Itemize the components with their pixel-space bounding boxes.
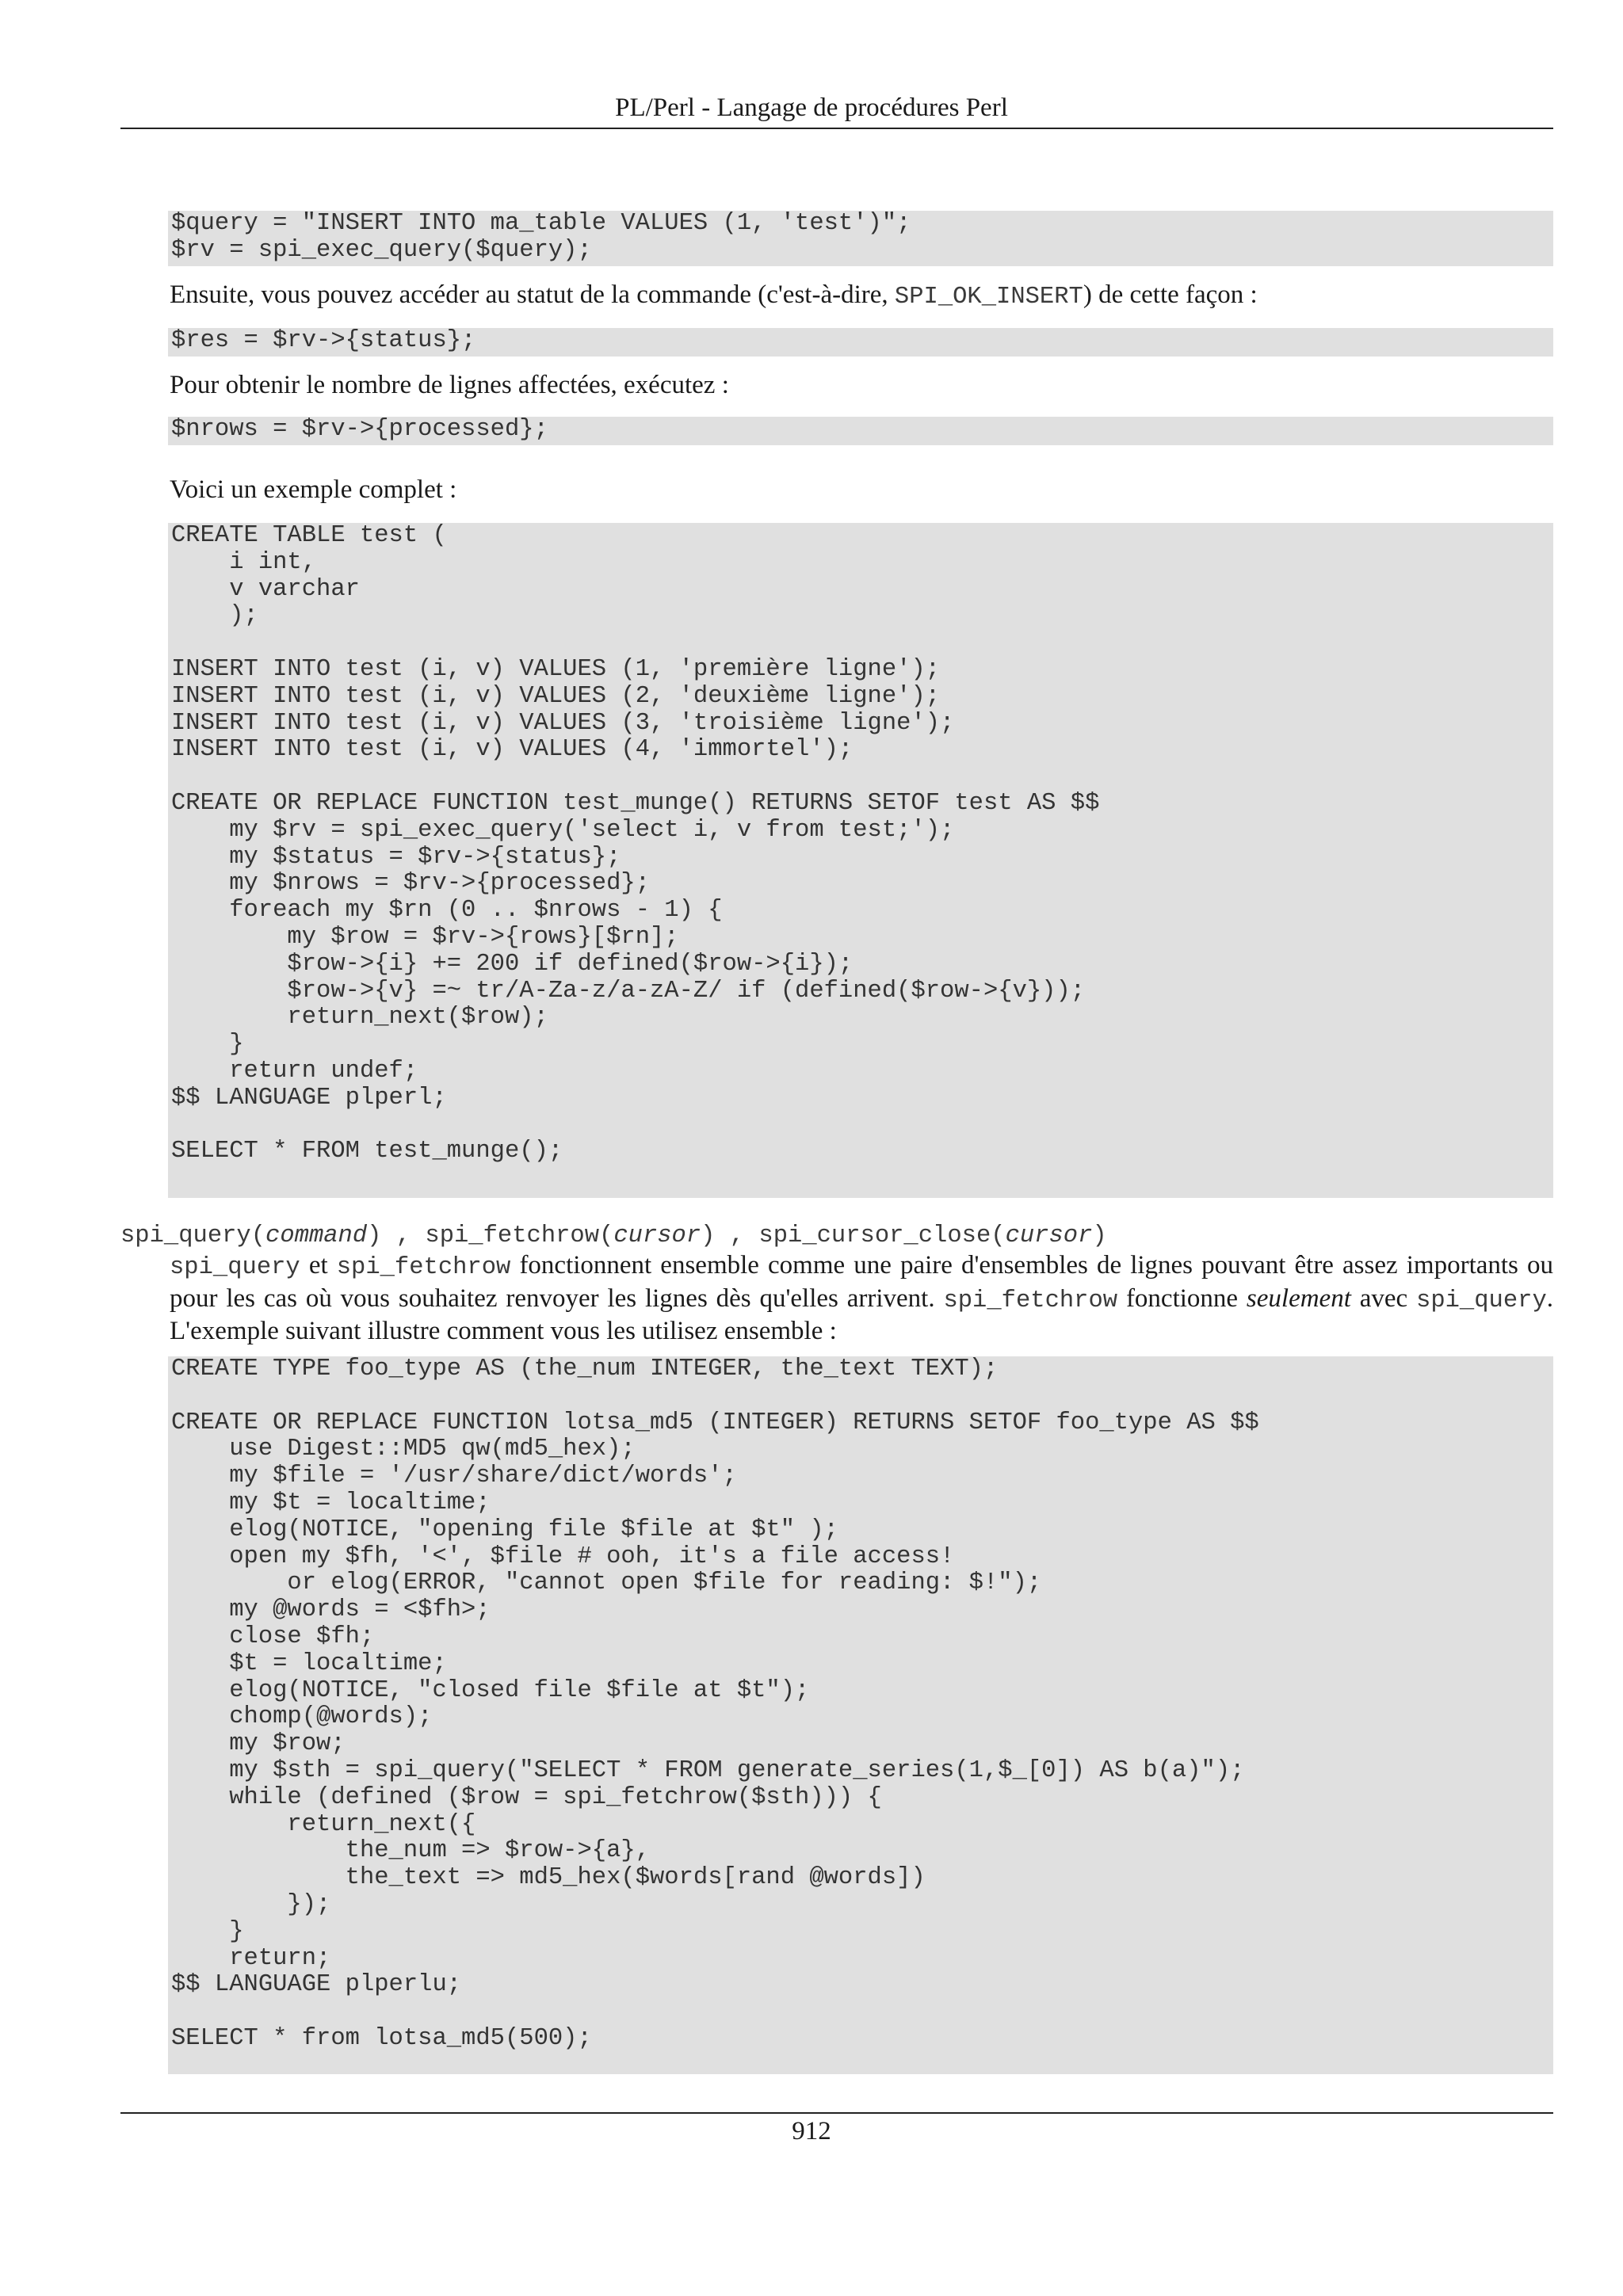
paragraph-nrows: Pour obtenir le nombre de lignes affectées, exécutez :: [170, 371, 729, 399]
page-number: 912: [792, 2117, 831, 2145]
term-paren: ): [1092, 1222, 1107, 1249]
description-text: fonctionne: [1117, 1283, 1247, 1313]
inline-code-spi-ok-insert: SPI_OK_INSERT: [894, 284, 1083, 311]
code-block-status: $res = $rv->{status};: [168, 328, 1553, 357]
emphasis-seulement: seulement: [1246, 1283, 1351, 1313]
term-separator: ,: [381, 1222, 426, 1249]
paragraph-example: Voici un exemple complet :: [170, 475, 457, 504]
term-arg-cursor: cursor: [1005, 1222, 1093, 1249]
inline-code-spi-fetchrow: spi_fetchrow: [943, 1287, 1118, 1314]
paragraph-status: [170, 279, 1552, 313]
paragraph-status-text-1: Ensuite, vous pouvez accéder au statut de la commande (c'est-à-dire,: [170, 280, 895, 309]
term-arg-command: command: [265, 1222, 368, 1249]
term-fn-spi-fetchrow: spi_fetchrow(: [425, 1222, 614, 1249]
term-paren: ): [701, 1222, 716, 1249]
paragraph-status-text-2: ) de cette façon :: [1083, 280, 1258, 309]
code-block-nrows: $nrows = $rv->{processed};: [168, 417, 1553, 445]
description-spi-query: [170, 1250, 1553, 1347]
description-text: fonctionnent ensemble comme une paire d'ensembles de lignes pouvant être assez importants ou pour les cas où vous souhaitez renvoyer les lignes dès qu'elles arrivent.: [170, 1251, 1553, 1313]
header-rule: [120, 128, 1553, 129]
description-text: et: [300, 1251, 337, 1280]
page-header-title: PL/Perl - Langage de procédures Perl: [615, 93, 1008, 122]
function-term-spi-query: [120, 1220, 1553, 1252]
term-paren: ): [367, 1222, 382, 1249]
code-block-lotsa-md5: CREATE TYPE foo_type AS (the_num INTEGER, the_text TEXT); CREATE OR REPLACE FUNCTION lotsa_md5 (INTEGER) RETURNS SETOF foo_type AS $$ use Digest::MD5 qw(md5_hex); my $file = '/usr/share/dict/words'; my $t = localtime; elog(NOTICE, "opening file $file at $t" ); open my $fh, '<', $file # ooh, it's a file access! or elog(ERROR, "cannot open $file for reading: $!"); my @words = <$fh>; close $fh; $t = localtime; elog(NOTICE, "closed file $file at $t"); chomp(@words); my $row; my $sth = spi_query("SELECT * FROM generate_series(1,$_[0]) AS b(a)"); while (defined ($row = spi_fetchrow($sth))) { return_next({ the_num => $row->{a}, the_text => md5_hex($words[rand @words]) }); } return; $$ LANGUAGE plperlu; SELECT * from lotsa_md5(500);: [168, 1356, 1553, 2074]
term-arg-cursor: cursor: [613, 1222, 701, 1249]
term-separator: ,: [715, 1222, 759, 1249]
code-block-full-example: CREATE TABLE test ( i int, v varchar ); INSERT INTO test (i, v) VALUES (1, 'première ligne'); INSERT INTO test (i, v) VALUES (2, 'deuxième ligne'); INSERT INTO test (i, v) VALUES (3, 'troisième ligne'); INSERT INTO test (i, v) VALUES (4, 'immortel'); CREATE OR REPLACE FUNCTION test_munge() RETURNS SETOF test AS $$ my $rv = spi_exec_query('select i, v from test;'); my $status = $rv->{status}; my $nrows = $rv->{processed}; foreach my $rn (0 .. $nrows - 1) { my $row = $rv->{rows}[$rn]; $row->{i} += 200 if defined($row->{i}); $row->{v} =~ tr/A-Za-z/a-zA-Z/ if (defined($row->{v})); return_next($row); } return undef; $$ LANGUAGE plperl; SELECT * FROM test_munge();: [168, 523, 1553, 1198]
term-fn-spi-cursor-close: spi_cursor_close(: [758, 1222, 1006, 1249]
code-block-query: $query = "INSERT INTO ma_table VALUES (1, 'test')"; $rv = spi_exec_query($query);: [168, 211, 1553, 266]
inline-code-spi-query: spi_query: [1416, 1287, 1547, 1314]
term-fn-spi-query: spi_query(: [120, 1222, 266, 1249]
description-text: . L'exemple suivant illustre comment vous les utilisez ensemble :: [170, 1283, 1553, 1345]
description-text: avec: [1350, 1283, 1417, 1313]
inline-code-spi-fetchrow: spi_fetchrow: [336, 1254, 511, 1281]
inline-code-spi-query: spi_query: [170, 1254, 300, 1281]
